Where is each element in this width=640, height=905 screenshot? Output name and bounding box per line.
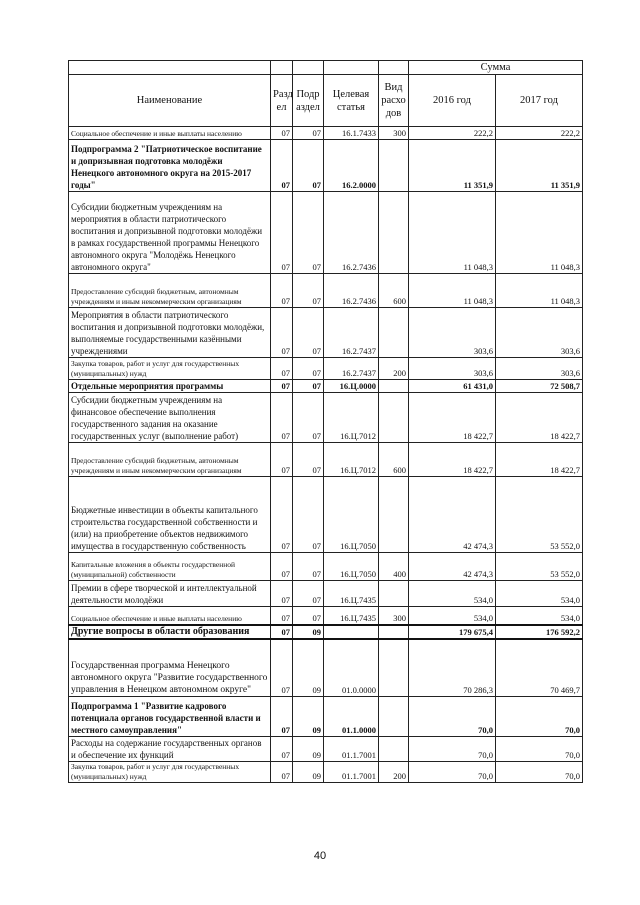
cell-razdel: 07 [271,127,293,140]
cell-name: Капитальные вложения в объекты государственной (муниципальной) собственности [69,553,271,581]
cell-name: Мероприятия в области патриотического воспитания и допризывной подготовки молодёжи, выполняемые государственными казёнными учреждениями [69,308,271,358]
table-row [69,625,583,639]
cell-expense-type [379,140,409,192]
cell-expense-type [379,737,409,762]
cell-2017: 72 508,7 [496,380,583,393]
header-row-top [69,61,583,75]
page-number: 40 [313,850,327,862]
cell-2016: 18 422,7 [409,393,496,443]
cell-expense-type [379,639,409,697]
cell-razdel: 07 [271,553,293,581]
table-row [69,274,583,308]
cell-expense-type: 200 [379,358,409,380]
cell-podrazdel: 07 [293,140,324,192]
table-row [69,581,583,607]
header-razdel: Разд ел [271,75,293,127]
cell-name: Социальное обеспечение и иные выплаты населению [69,607,271,625]
cell-razdel: 07 [271,477,293,553]
cell-podrazdel: 07 [293,192,324,274]
cell-2016: 534,0 [409,607,496,625]
cell-2016: 18 422,7 [409,443,496,477]
cell-2017: 70,0 [496,697,583,737]
cell-target-article: 16.2.7437 [324,308,379,358]
cell-2016: 70,0 [409,697,496,737]
cell-podrazdel: 07 [293,308,324,358]
cell-target-article: 01.1.7001 [324,762,379,783]
cell-podrazdel: 09 [293,639,324,697]
cell-name: Социальное обеспечение и иные выплаты населению [69,127,271,140]
cell-target-article: 16.Ц.7050 [324,553,379,581]
cell-podrazdel: 07 [293,380,324,393]
cell-2017: 70 469,7 [496,639,583,697]
cell-name: Субсидии бюджетным учреждениям на финансовое обеспечение выполнения государственного задания на оказание государственных услуг (выполнение работ) [69,393,271,443]
cell-name: Премии в сфере творческой и интеллектуальной деятельности молодёжи [69,581,271,607]
cell-2016: 179 675,4 [409,625,496,639]
cell-name: Другие вопросы в области образования [69,625,271,639]
cell-2017: 11 048,3 [496,274,583,308]
cell-podrazdel: 07 [293,393,324,443]
cell-expense-type [379,393,409,443]
cell-podrazdel: 07 [293,443,324,477]
cell-2016: 70,0 [409,762,496,783]
cell-name: Подпрограмма 2 "Патриотическое воспитание и допризывная подготовка молодёжи Ненецкого автономного округа на 2015-2017 годы" [69,140,271,192]
cell-2016: 303,6 [409,358,496,380]
cell-2016: 222,2 [409,127,496,140]
cell-expense-type [379,697,409,737]
cell-podrazdel: 07 [293,581,324,607]
cell-podrazdel: 09 [293,737,324,762]
cell-razdel: 07 [271,380,293,393]
cell-razdel: 07 [271,697,293,737]
cell-target-article: 16.Ц.7012 [324,393,379,443]
cell-expense-type [379,308,409,358]
cell-expense-type: 600 [379,274,409,308]
header-expense-type: Вид расхо дов [379,75,409,127]
cell-name: Бюджетные инвестиции в объекты капитального строительства государственной собственности и (или) на приобретение объектов недвижимого имущества в государственную собственность [69,477,271,553]
header-empty-cell [293,61,324,75]
cell-podrazdel: 09 [293,625,324,639]
header-year-2017: 2017 год [496,75,583,127]
cell-expense-type: 200 [379,762,409,783]
cell-2017: 53 552,0 [496,477,583,553]
table-row [69,639,583,697]
cell-name: Государственная программа Ненецкого автономного округа "Развитие государственного управления в Ненецком автономном округе" [69,639,271,697]
cell-target-article: 16.2.7436 [324,274,379,308]
cell-name: Предоставление субсидий бюджетным, автономным учреждениям и иным некоммерческим организациям [69,443,271,477]
cell-expense-type [379,581,409,607]
header-sum: Сумма [409,61,583,75]
cell-target-article: 01.0.0000 [324,639,379,697]
cell-2016: 70 286,3 [409,639,496,697]
cell-expense-type [379,192,409,274]
cell-target-article: 16.Ц.7050 [324,477,379,553]
cell-target-article: 01.1.7001 [324,737,379,762]
cell-target-article: 01.1.0000 [324,697,379,737]
table-row [69,443,583,477]
cell-podrazdel: 07 [293,607,324,625]
table-row [69,553,583,581]
cell-name: Закупка товаров, работ и услуг для государственных (муниципальных) нужд [69,358,271,380]
cell-name: Отдельные мероприятия программы [69,380,271,393]
cell-podrazdel: 07 [293,358,324,380]
cell-2016: 11 048,3 [409,274,496,308]
cell-2016: 534,0 [409,581,496,607]
cell-podrazdel: 09 [293,762,324,783]
cell-razdel: 07 [271,737,293,762]
cell-target-article: 16.Ц.7435 [324,607,379,625]
cell-target-article: 16.1.7433 [324,127,379,140]
cell-name: Предоставление субсидий бюджетным, автономным учреждениям и иным некоммерческим организациям [69,274,271,308]
table-row [69,140,583,192]
cell-podrazdel: 07 [293,274,324,308]
cell-2016: 42 474,3 [409,477,496,553]
header-name: Наименование [69,75,271,127]
cell-2017: 18 422,7 [496,393,583,443]
cell-2017: 303,6 [496,308,583,358]
header-row [69,75,583,127]
cell-2017: 70,0 [496,737,583,762]
cell-2017: 70,0 [496,762,583,783]
table-row [69,127,583,140]
cell-expense-type: 300 [379,607,409,625]
cell-target-article: 16.2.7436 [324,192,379,274]
cell-razdel: 07 [271,358,293,380]
cell-razdel: 07 [271,762,293,783]
cell-razdel: 07 [271,393,293,443]
cell-target-article [324,625,379,639]
cell-2017: 11 048,3 [496,192,583,274]
cell-razdel: 07 [271,140,293,192]
header-empty-cell [324,61,379,75]
cell-2016: 11 351,9 [409,140,496,192]
cell-2016: 303,6 [409,308,496,358]
table-row [69,393,583,443]
cell-podrazdel: 07 [293,127,324,140]
cell-2017: 534,0 [496,607,583,625]
cell-name: Субсидии бюджетным учреждениям на мероприятия в области патриотического воспитания и допризывной подготовки молодёжи в рамках государственной программы Ненецкого автономного округа "Молодёжь Ненецкого автономного округа" [69,192,271,274]
cell-target-article: 16.Ц.0000 [324,380,379,393]
cell-expense-type [379,380,409,393]
cell-2017: 534,0 [496,581,583,607]
cell-podrazdel: 07 [293,477,324,553]
cell-razdel: 07 [271,625,293,639]
cell-target-article: 16.2.0000 [324,140,379,192]
table-row [69,697,583,737]
header-empty-cell [271,61,293,75]
cell-name: Расходы на содержание государственных органов и обеспечение их функций [69,737,271,762]
cell-expense-type: 600 [379,443,409,477]
header-target-article: Целевая статья [324,75,379,127]
cell-target-article: 16.Ц.7435 [324,581,379,607]
cell-2016: 70,0 [409,737,496,762]
cell-2016: 61 431,0 [409,380,496,393]
cell-razdel: 07 [271,607,293,625]
cell-2017: 303,6 [496,358,583,380]
table-row [69,358,583,380]
table-row [69,737,583,762]
cell-2016: 42 474,3 [409,553,496,581]
cell-2017: 11 351,9 [496,140,583,192]
cell-razdel: 07 [271,308,293,358]
cell-2017: 222,2 [496,127,583,140]
cell-expense-type [379,625,409,639]
header-podrazdel: Подр аздел [293,75,324,127]
cell-2017: 18 422,7 [496,443,583,477]
cell-expense-type: 300 [379,127,409,140]
budget-table-container [68,60,582,783]
cell-podrazdel: 09 [293,697,324,737]
cell-2017: 176 592,2 [496,625,583,639]
cell-target-article: 16.2.7437 [324,358,379,380]
table-row [69,380,583,393]
table-row [69,477,583,553]
cell-2016: 11 048,3 [409,192,496,274]
budget-table [68,60,583,783]
table-row [69,308,583,358]
cell-razdel: 07 [271,192,293,274]
cell-razdel: 07 [271,443,293,477]
table-row [69,607,583,625]
header-year-2016: 2016 год [409,75,496,127]
header-empty-cell [379,61,409,75]
cell-expense-type: 400 [379,553,409,581]
header-empty-cell [69,61,271,75]
cell-expense-type [379,477,409,553]
cell-2017: 53 552,0 [496,553,583,581]
cell-razdel: 07 [271,581,293,607]
cell-name: Закупка товаров, работ и услуг для государственных (муниципальных) нужд [69,762,271,783]
cell-target-article: 16.Ц.7012 [324,443,379,477]
cell-razdel: 07 [271,274,293,308]
cell-name: Подпрограмма 1 "Развитие кадрового потенциала органов государственной власти и местного самоуправления" [69,697,271,737]
cell-podrazdel: 07 [293,553,324,581]
cell-razdel: 07 [271,639,293,697]
table-row [69,192,583,274]
table-body [69,127,583,783]
table-row [69,762,583,783]
